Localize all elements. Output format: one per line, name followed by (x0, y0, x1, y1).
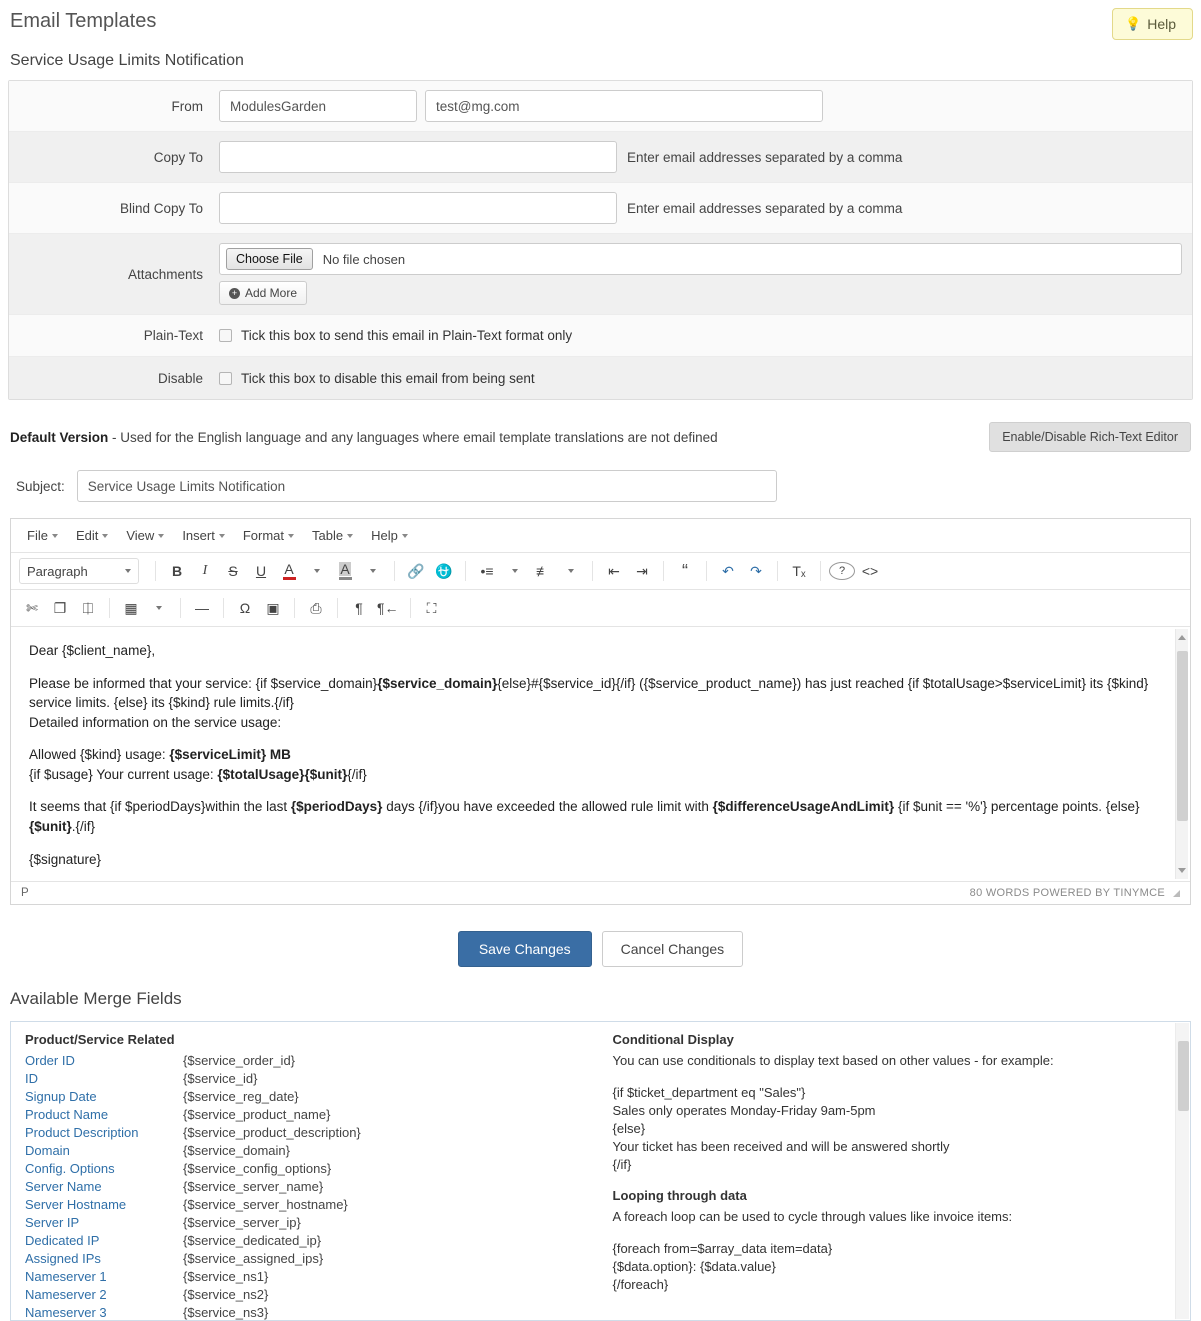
merge-field-row (25, 1124, 601, 1142)
scroll-down-icon[interactable] (1178, 868, 1186, 873)
menu-table-label: Table (312, 528, 344, 543)
lightbulb-icon: 💡 (1125, 16, 1142, 31)
help-button[interactable] (1112, 8, 1193, 40)
editor-p2-a: Allowed {$kind} usage: (29, 747, 170, 763)
horizontal-rule-icon[interactable]: — (195, 600, 209, 616)
block-format-value: Paragraph (27, 563, 88, 579)
editor-paragraph-3 (29, 797, 1172, 836)
blind-copy-label: Blind Copy To (119, 200, 203, 216)
merge-field-tag: {$service_server_hostname} (183, 1197, 348, 1212)
toolbar-separator (465, 561, 466, 581)
editor-p3-c: {if $unit == '%'} percentage points. {else} (894, 799, 1140, 815)
copy-icon[interactable]: ❐ (53, 599, 67, 616)
merge-field-row (25, 1052, 601, 1070)
editor-toolbar-row-1 (11, 553, 1190, 590)
merge-field-name: Nameserver 3 (25, 1305, 107, 1320)
scroll-thumb[interactable] (1177, 651, 1188, 821)
editor-toolbar-row-2 (11, 590, 1190, 627)
subject-row (8, 470, 1193, 502)
blind-copy-row (9, 183, 1192, 234)
no-file-label: No file chosen (322, 251, 406, 267)
editor-p1-c: Detailed information on the service usage: (29, 714, 282, 730)
merge-field-row (25, 1070, 601, 1088)
cut-icon[interactable]: ✄ (26, 599, 38, 616)
blind-copy-hint: Enter email addresses separated by a comma (627, 200, 903, 216)
copy-to-label: Copy To (153, 149, 203, 165)
menu-file[interactable] (19, 525, 66, 546)
disable-row (9, 357, 1192, 399)
code-line: {/if} (612, 1157, 632, 1172)
code-line: {else} (612, 1121, 646, 1136)
editor-p3-bold2: {$differenceUsageAndLimit} (712, 799, 895, 815)
default-version-title: Default Version (10, 429, 109, 445)
rich-text-editor (10, 518, 1191, 905)
merge-field-name: Domain (25, 1143, 70, 1158)
menu-view[interactable] (118, 525, 172, 546)
insert-link-icon[interactable]: 🔗 (407, 562, 425, 579)
choose-file-button[interactable]: Choose File (226, 248, 313, 270)
merge-field-name: Server Hostname (25, 1197, 127, 1212)
merge-fields-panel (10, 1021, 1191, 1321)
merge-field-row (25, 1088, 601, 1106)
merge-right-intro-2: A foreach loop can be used to cycle through values like invoice items: (612, 1209, 1013, 1224)
code-line: {foreach from=$array_data item=data} (612, 1241, 833, 1256)
merge-field-tag: {$service_id} (183, 1071, 258, 1086)
merge-field-tag: {$service_product_description} (183, 1125, 361, 1140)
page-title: Email Templates (10, 10, 157, 32)
merge-field-tag: {$service_domain} (183, 1143, 290, 1158)
merge-field-row (25, 1142, 601, 1160)
disable-label: Disable (157, 370, 203, 386)
toolbar-separator (820, 561, 821, 581)
merge-field-name: Config. Options (25, 1161, 115, 1176)
paste-icon[interactable]: ⎅ (82, 599, 94, 616)
merge-field-tag: {$service_ns2} (183, 1287, 269, 1302)
toolbar-separator (180, 598, 181, 618)
from-name-input[interactable] (219, 90, 417, 122)
editor-p2-bold: {$serviceLimit} MB (169, 747, 291, 763)
editor-content-area[interactable] (11, 627, 1190, 882)
editor-signature (29, 850, 1172, 870)
menu-format-label: Format (242, 528, 284, 543)
attachments-row (9, 234, 1192, 315)
menu-view-label: View (126, 528, 155, 543)
merge-field-row (25, 1196, 601, 1214)
chevron-down-icon (102, 534, 108, 538)
menu-table[interactable] (304, 525, 361, 546)
loop-example-block (613, 1240, 1177, 1294)
code-line: {$data.option}: {$data.value} (612, 1259, 776, 1274)
resize-handle-icon[interactable] (1173, 890, 1180, 897)
attachments-wrapper (219, 243, 1182, 305)
copy-to-row (9, 132, 1192, 183)
editor-statusbar (11, 882, 1190, 904)
merge-scrollbar[interactable] (1175, 1023, 1189, 1319)
remove-link-icon[interactable]: ⛎ (435, 562, 453, 579)
save-changes-button[interactable]: Save Changes (458, 931, 592, 967)
merge-field-tag: {$service_assigned_ips} (183, 1251, 324, 1266)
blockquote-icon[interactable]: “ (682, 560, 688, 581)
merge-field-row (25, 1268, 601, 1286)
editor-element-path[interactable]: P (21, 887, 29, 899)
email-settings-panel (8, 80, 1193, 400)
editor-menubar (11, 519, 1190, 553)
strikethrough-icon[interactable]: S (228, 563, 238, 579)
menu-edit-label: Edit (75, 528, 99, 543)
subject-input[interactable] (77, 470, 777, 502)
menu-format[interactable] (235, 525, 302, 546)
menu-insert-label: Insert (182, 528, 215, 543)
merge-field-row (25, 1250, 601, 1268)
outdent-icon[interactable]: ⇤ (608, 562, 620, 579)
plain-text-checkbox[interactable] (219, 329, 232, 342)
toolbar-separator (394, 561, 395, 581)
merge-right-heading-2: Looping through data (612, 1188, 747, 1203)
toolbar-separator (155, 561, 156, 581)
toggle-rich-text-editor-button[interactable]: Enable/Disable Rich-Text Editor (989, 422, 1191, 452)
text-color-icon[interactable]: A (276, 558, 302, 584)
editor-p2-bold2: {$totalUsage}{$unit} (217, 766, 348, 782)
numbered-list-icon[interactable]: ≢ (536, 563, 550, 579)
add-more-button[interactable] (219, 281, 307, 305)
merge-scroll-thumb[interactable] (1178, 1041, 1189, 1111)
chevron-down-icon (402, 534, 408, 538)
chevron-down-icon (347, 534, 353, 538)
toolbar-separator (223, 598, 224, 618)
code-line: Your ticket has been received and will be answered shortly (612, 1139, 950, 1154)
special-character-icon[interactable]: Ω (239, 600, 251, 616)
menu-file-label: File (27, 528, 48, 543)
editor-p3-b: days {/if}you have exceeded the allowed rule limit with (382, 799, 713, 815)
conditional-example-block (613, 1084, 1177, 1174)
toolbar-separator (337, 598, 338, 618)
source-code-icon[interactable]: <> (861, 563, 879, 579)
background-color-icon[interactable]: A (332, 558, 358, 584)
scroll-up-icon[interactable] (1178, 635, 1186, 640)
text-direction-icon[interactable]: ¶← (377, 600, 399, 616)
code-line: {/foreach} (612, 1277, 669, 1292)
disable-description: Tick this box to disable this email from being sent (241, 370, 535, 386)
template-name: Service Usage Limits Notification (10, 52, 244, 69)
default-version-desc: - Used for the English language and any languages where email template translations are not defined (108, 429, 718, 445)
undo-icon[interactable]: ↶ (722, 562, 734, 579)
from-row (9, 81, 1192, 132)
merge-field-tag: {$service_product_name} (183, 1107, 331, 1122)
merge-field-row (25, 1286, 601, 1304)
attachments-label: Attachments (127, 266, 203, 282)
menu-insert[interactable] (174, 525, 233, 546)
editor-paragraph-2 (29, 745, 1172, 784)
merge-right-intro: You can use conditionals to display text based on other values - for example: (612, 1053, 1054, 1068)
action-buttons (8, 931, 1193, 967)
text-color-dropdown-icon[interactable] (304, 558, 330, 584)
chevron-down-icon (288, 534, 294, 538)
editor-p2-b: {if $usage} Your current usage: (29, 766, 218, 782)
fullscreen-icon[interactable]: ⛶ (426, 599, 437, 616)
merge-field-name: Order ID (25, 1053, 75, 1068)
merge-field-name: ID (25, 1071, 38, 1086)
chevron-down-icon (125, 569, 131, 573)
toolbar-separator (777, 561, 778, 581)
merge-field-row (25, 1178, 601, 1196)
chevron-down-icon (158, 534, 164, 538)
blind-copy-input[interactable] (219, 192, 617, 224)
merge-field-name: Product Description (25, 1125, 139, 1140)
plain-text-description: Tick this box to send this email in Plain-Text format only (241, 328, 573, 343)
page-header (8, 0, 1193, 40)
block-format-select[interactable] (19, 558, 139, 584)
insert-media-icon[interactable]: ▣ (266, 599, 280, 616)
merge-field-row (25, 1304, 601, 1321)
merge-field-name: Server Name (25, 1179, 102, 1194)
merge-field-row (25, 1106, 601, 1124)
bullet-list-dropdown-icon[interactable] (502, 558, 528, 584)
merge-fields-right-column (601, 1032, 1177, 1310)
bullet-list-icon[interactable]: •≡ (480, 563, 494, 579)
add-more-label: Add More (245, 286, 298, 300)
editor-greeting (29, 641, 1172, 661)
merge-field-tag: {$service_dedicated_ip} (183, 1233, 322, 1248)
italic-icon[interactable]: I (202, 563, 208, 578)
plus-icon: + (229, 288, 240, 299)
redo-icon[interactable]: ↷ (750, 562, 762, 579)
editor-greeting-text: Dear {$client_name}, (29, 643, 156, 658)
editor-p3-bold3: {$unit} (29, 818, 72, 834)
table-dropdown-icon[interactable] (146, 595, 172, 621)
menu-edit[interactable] (68, 525, 116, 546)
cancel-changes-button[interactable]: Cancel Changes (602, 931, 744, 967)
editor-p1-b: {else}#{$service_id}{/if} ({$service_product_name}) has just reached {if $totalUsage>$serviceLimit} its {$kind} service limits. {else} its {$kind} rule limits.{/if} (29, 675, 1149, 711)
plain-text-row (9, 315, 1192, 357)
editor-p3-a: It seems that {if $periodDays}within the last (29, 799, 291, 815)
editor-p2-c: {/if} (347, 766, 367, 782)
editor-signature-text: {$signature} (29, 851, 102, 867)
editor-p3-d: .{/if} (71, 818, 96, 834)
toolbar-separator (663, 561, 664, 581)
clear-formatting-icon[interactable]: Tₓ (792, 563, 806, 579)
merge-field-row (25, 1214, 601, 1232)
menu-help-label: Help (371, 528, 398, 543)
indent-icon[interactable]: ⇥ (636, 562, 648, 579)
merge-field-tag: {$service_server_ip} (183, 1215, 301, 1230)
merge-fields-left-column (25, 1032, 601, 1320)
editor-p3-bold: {$periodDays} (290, 799, 383, 815)
table-icon[interactable]: ▦ (124, 599, 138, 616)
merge-field-row (25, 1160, 601, 1178)
copy-to-input[interactable] (219, 141, 617, 173)
merge-field-tag: {$service_config_options} (183, 1161, 332, 1176)
merge-fields-title: Available Merge Fields (10, 989, 182, 1008)
editor-word-count: 80 WORDS POWERED BY TINYMCE (969, 887, 1165, 899)
editor-paragraph-1 (29, 674, 1172, 733)
help-button-label: Help (1147, 16, 1176, 32)
merge-field-name: Nameserver 1 (25, 1269, 107, 1284)
from-label: From (171, 98, 203, 114)
disable-checkbox[interactable] (219, 372, 232, 385)
toolbar-separator (294, 598, 295, 618)
merge-left-heading: Product/Service Related (25, 1032, 175, 1047)
editor-p1-bold: {$service_domain} (377, 675, 498, 691)
merge-field-name: Assigned IPs (25, 1251, 101, 1266)
editor-p1-a: Please be informed that your service: {if $service_domain} (29, 675, 378, 691)
merge-field-name: Nameserver 2 (25, 1287, 107, 1302)
file-input[interactable] (219, 243, 1182, 275)
merge-field-tag: {$service_ns3} (183, 1305, 269, 1320)
underline-icon[interactable]: U (255, 563, 267, 579)
merge-field-tag: {$service_ns1} (183, 1269, 269, 1284)
plain-text-label: Plain-Text (143, 328, 203, 343)
bold-icon[interactable]: B (171, 563, 183, 579)
help-circle-icon[interactable]: ? (829, 562, 855, 580)
merge-field-tag: {$service_reg_date} (183, 1089, 299, 1104)
code-line: {if $ticket_department eq "Sales"} (612, 1085, 806, 1100)
print-icon[interactable]: ⎙ (310, 599, 322, 616)
subject-label: Subject: (16, 478, 65, 494)
default-version-row (8, 422, 1193, 452)
from-email-input[interactable] (425, 90, 823, 122)
merge-field-row (25, 1232, 601, 1250)
merge-left-rows (25, 1052, 601, 1321)
chevron-down-icon (219, 534, 225, 538)
merge-field-tag: {$service_server_name} (183, 1179, 324, 1194)
merge-field-tag: {$service_order_id} (183, 1053, 296, 1068)
toolbar-separator (592, 561, 593, 581)
merge-field-name: Dedicated IP (25, 1233, 100, 1248)
default-version-text (10, 430, 718, 445)
toolbar-separator (706, 561, 707, 581)
show-blocks-icon[interactable]: ¶ (355, 600, 363, 616)
merge-field-name: Signup Date (25, 1089, 97, 1104)
merge-field-name: Product Name (25, 1107, 109, 1122)
toolbar-separator (410, 598, 411, 618)
background-color-dropdown-icon[interactable] (360, 558, 386, 584)
code-line: Sales only operates Monday-Friday 9am-5pm (612, 1103, 876, 1118)
editor-scrollbar[interactable] (1175, 629, 1188, 879)
numbered-list-dropdown-icon[interactable] (558, 558, 584, 584)
chevron-down-icon (52, 534, 58, 538)
merge-right-heading: Conditional Display (612, 1032, 734, 1047)
merge-field-name: Server IP (25, 1215, 80, 1230)
copy-to-hint: Enter email addresses separated by a comma (627, 149, 903, 165)
menu-help[interactable] (363, 525, 416, 546)
toolbar-separator (109, 598, 110, 618)
